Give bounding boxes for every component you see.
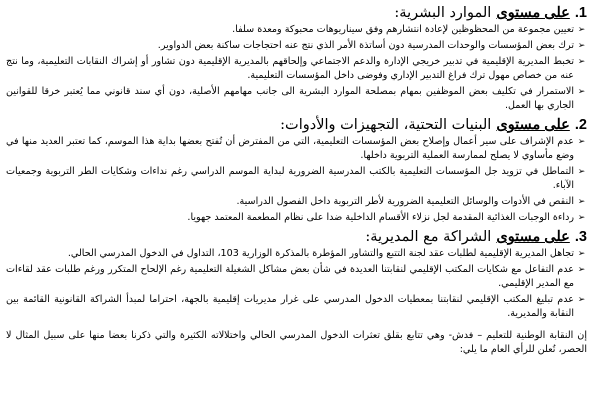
arrow-bullet-icon: ➢: [577, 57, 586, 67]
section-heading: [6, 227, 587, 247]
section-heading: [6, 115, 587, 135]
list-item: ➢ تجاهل المديرية الإقليمية لطلبات عقد لجنة التتبع والتشاور المؤطرة بالمذكرة الوزارية 103، التداول في الدخول المدرسي الحالي.: [67, 248, 586, 259]
list-item: ➢ ترك بعض المؤسسات والوحدات المدرسية دون أساتذة الأمر الذي نتج عنه احتجاجات ساكنة بعض الدواوير.: [157, 40, 586, 51]
arrow-bullet-icon: ➢: [577, 87, 586, 97]
section-topic: البنيات التحتية، التجهيزات والأدوات:: [280, 117, 492, 133]
section-level: على مستوى: [496, 5, 570, 21]
arrow-bullet-icon: ➢: [577, 249, 586, 259]
arrow-bullet-icon: ➢: [577, 265, 586, 275]
arrow-bullet-icon: ➢: [577, 213, 586, 223]
section-number: 3.: [574, 229, 587, 245]
section-list: [6, 135, 587, 225]
section-heading: [6, 3, 587, 23]
arrow-bullet-icon: ➢: [577, 197, 586, 207]
section-topic: الشراكة مع المديرية:: [365, 229, 492, 245]
section-list: [6, 23, 587, 113]
section-human-resources: [6, 3, 587, 113]
list-item: ➢ عدم تبليغ المكتب الإقليمي لنقابتنا بمعطيات الدخول المدرسي على غرار مديريات إقليمية بالجهة، احتراما لمبدأ الشراكة القانونية القائمة بين النقابة والمديرية.: [6, 294, 586, 319]
list-item: ➢ تعيين مجموعة من المحظوظين لإعادة انتشارهم وفق سيناريوهات محبوكة ومعدة سلفا.: [232, 24, 586, 35]
list-item: ➢ النقص في الأدوات والوسائل التعليمية الضرورية لأطر التربوية داخل الفصول الدراسية.: [236, 196, 586, 207]
section-partnership: [6, 227, 587, 321]
list-item: ➢ الاستمرار في تكليف بعض الموظفين بمهام بمصلحة الموارد البشرية الى جانب مهامهم الأصلية، دون أي سند قانوني مما يُعتبر خرقا للقوانين الجاري بها العمل.: [6, 86, 586, 111]
section-level: على مستوى: [496, 229, 570, 245]
list-item: ➢ رداءة الوجبات الغذائية المقدمة لجل نزلاء الأقسام الداخلية ضدا على نظام المطعمة المعتمد جهويا.: [187, 212, 586, 223]
section-number: 2.: [574, 117, 587, 133]
arrow-bullet-icon: ➢: [577, 295, 586, 305]
section-level: على مستوى: [496, 117, 570, 133]
closing-paragraph: إن النقابة الوطنية للتعليم – فدش- وهي تتابع بقلق تعثرات الدخول المدرسي الحالي واختلالاته الكثيرة والتي ذكرنا بعضا منها على سبيل المثال لا الحصر، تُعلن للرأي العام ما يلي:: [6, 330, 587, 355]
arrow-bullet-icon: ➢: [577, 25, 586, 35]
list-item: ➢ تخبط المديرية الإقليمية في تدبير خريجي الإدارة والدعم الاجتماعي وإلحاقهم بالمديرية الإقليمية دون تشاور أو إشراك النقابات التعليمية، وما نتج عنه من خصاص مهول ترك فراغ التدبير الإداري وفوضى داخل المؤسسات التعليمية.: [6, 56, 586, 81]
section-number: 1.: [574, 5, 587, 21]
arrow-bullet-icon: ➢: [577, 137, 586, 147]
arrow-bullet-icon: ➢: [577, 41, 586, 51]
section-list: [6, 247, 587, 321]
list-item: ➢ عدم الإشراف على سير أعمال وإصلاح بعض المؤسسات التعليمية، التي من المفترض أن تُفتح بعضها بداية هذا الموسم، كما تعتبر العديد منها في وضع مأساوي لا يصلح لممارسة العملية التربوية داخلها.: [6, 136, 586, 161]
list-item: ➢ عدم التفاعل مع شكايات المكتب الإقليمي لنقابتنا العديدة في شأن بعض مشاكل الشغيلة التعليمية رغم الإلحاح المتكرر ورغم طلبات عقد لقاءات مع المدير الإقليمي.: [6, 264, 586, 289]
section-topic: الموارد البشرية:: [394, 5, 492, 21]
arrow-bullet-icon: ➢: [577, 167, 586, 177]
section-infrastructure: [6, 115, 587, 225]
list-item: ➢ التماطل في تزويد جل المؤسسات التعليمية بالكتب المدرسية الضرورية لبداية الموسم الدراسي رغم نداءات وشكايات الطر التربوية وجمعيات الآباء.: [6, 166, 586, 191]
